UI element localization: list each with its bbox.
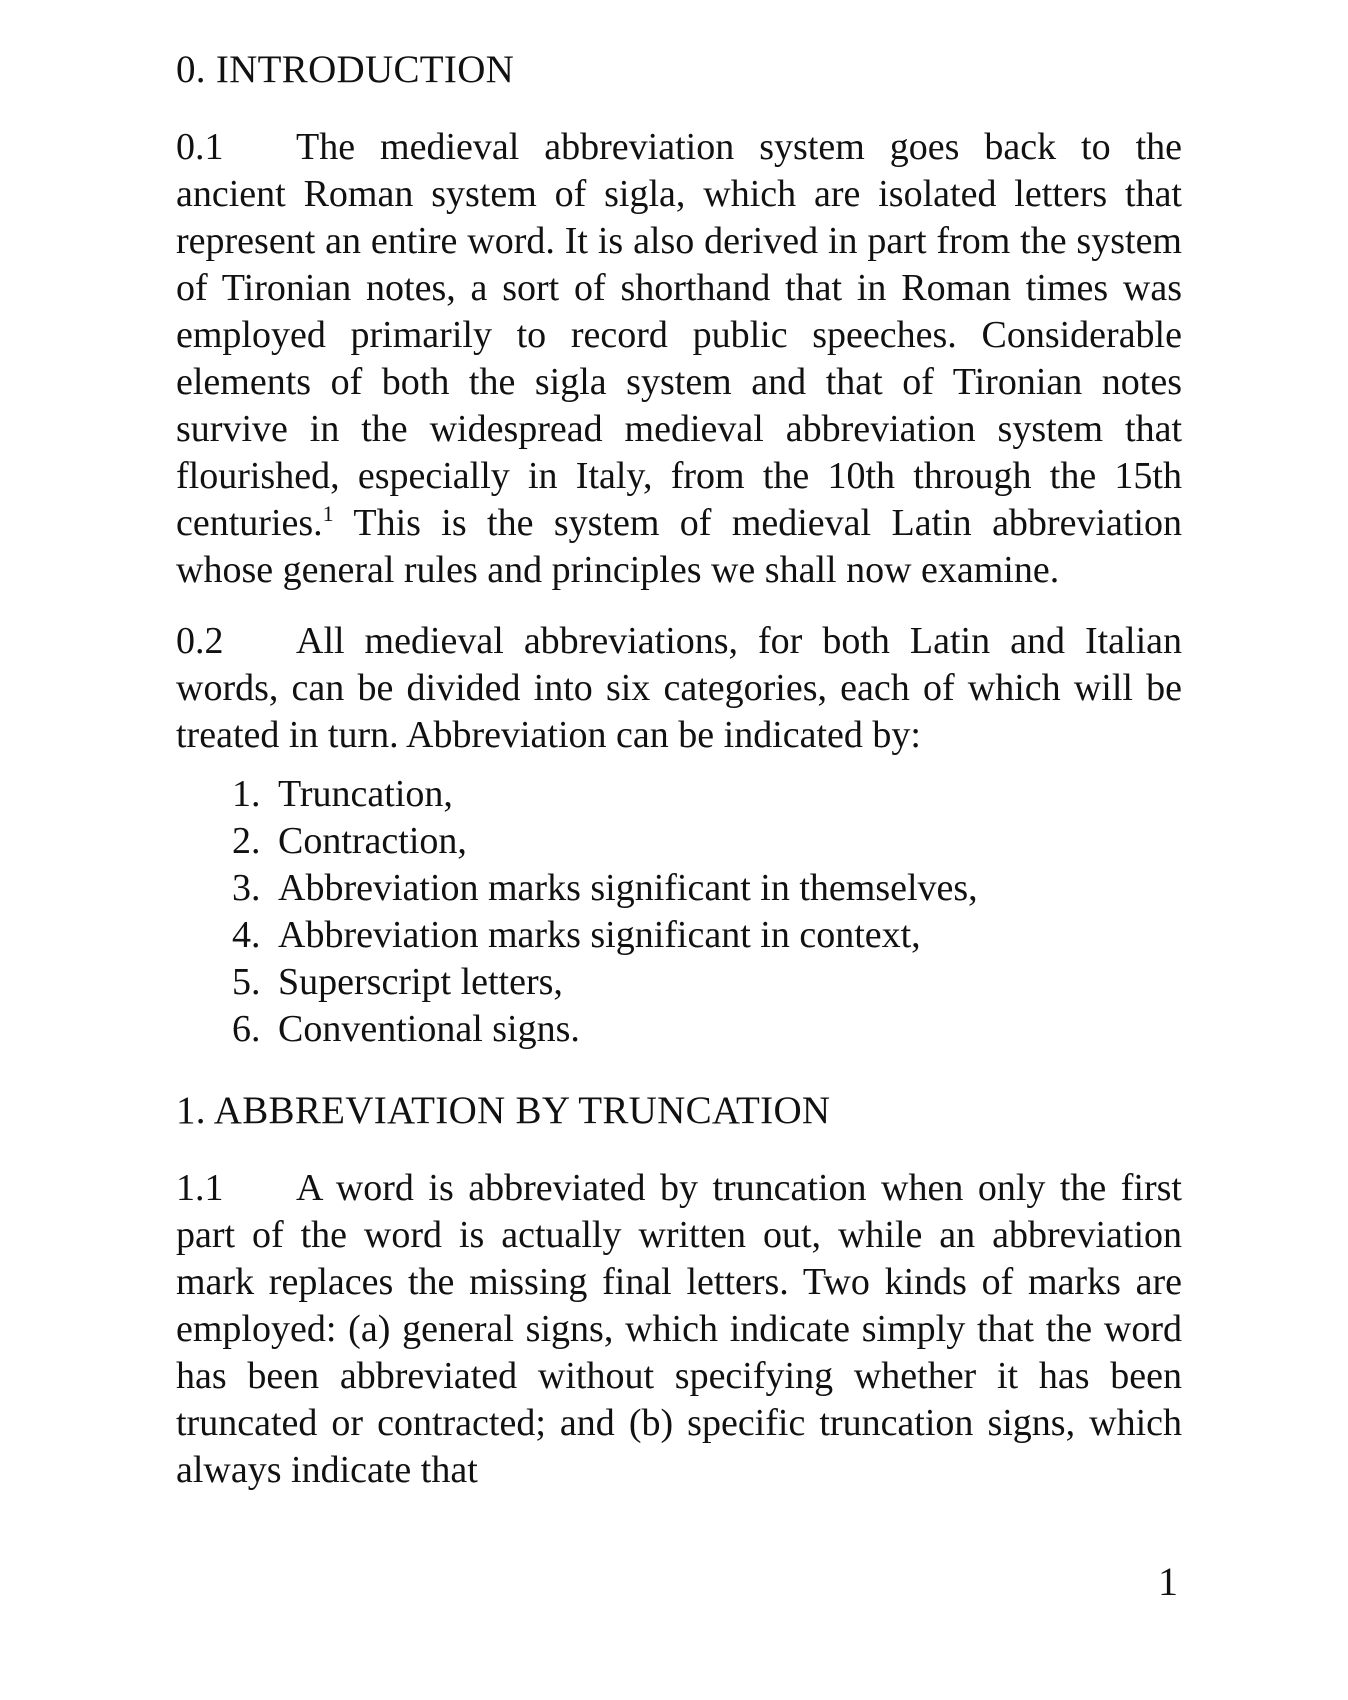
page-body [176,46,1182,1518]
footnote-reference[interactable]: 1 [322,501,334,526]
list-item-label: Contraction, [278,820,467,862]
list-item-number: 4. [232,914,261,956]
paragraph-text: The medieval abbreviation system goes back to the ancient Roman system of sigla, which are isolated letters that represent an entire word. It is also derived in part from the system of Tironian notes, a sort of shorthand that in Roman times was employed primarily to record public speeches. Considerable elements of both the sigla system and that of Tironian notes survive in the widespread medieval abbreviation system that flourished, especially in Italy, from the 10th through the 15th centuries. [176,126,1182,544]
list-item-label: Abbreviation marks significant in themselves, [278,867,978,909]
paragraph-text-continued: This is the system of medieval Latin abbreviation whose general rules and principles we shall now examine. [176,502,1182,591]
list-item-label: Abbreviation marks significant in context, [278,914,921,956]
list-item-number: 5. [232,961,261,1003]
paragraph-0-1 [176,124,1182,594]
list-item [232,959,1182,1006]
section-1-heading: 1. ABBREVIATION BY TRUNCATION [176,1089,831,1132]
list-item-number: 1. [232,773,261,815]
list-item-number: 2. [232,820,261,862]
paragraph-text: All medieval abbreviations, for both Latin and Italian words, can be divided into six categories, each of which will be treated in turn. Abbreviation can be indicated by: [176,620,1182,756]
list-item-number: 6. [232,1008,261,1050]
list-item-number: 3. [232,867,261,909]
category-list [232,771,1182,1053]
page-number: 1 [1158,1559,1178,1604]
list-item-label: Truncation, [278,773,453,815]
paragraph-number: 0.2 [176,620,224,662]
list-item [232,1006,1182,1053]
paragraph-number: 1.1 [176,1167,224,1209]
list-item [232,912,1182,959]
section-0-heading: 0. INTRODUCTION [176,48,515,91]
paragraph-0-2 [176,618,1182,759]
list-item-label: Conventional signs. [278,1008,580,1050]
list-item [232,771,1182,818]
list-item-label: Superscript letters, [278,961,563,1003]
paragraph-text: A word is abbreviated by truncation when only the first part of the word is actually written out, while an abbreviation mark replaces the missing final letters. Two kinds of marks are employed: (a) general signs, which indicate simply that the word has been abbreviated without specifying whether it has been truncated or contracted; and (b) specific truncation signs, which always indicate that [176,1167,1182,1491]
list-item [232,818,1182,865]
paragraph-number: 0.1 [176,126,224,168]
list-item [232,865,1182,912]
paragraph-1-1 [176,1165,1182,1494]
